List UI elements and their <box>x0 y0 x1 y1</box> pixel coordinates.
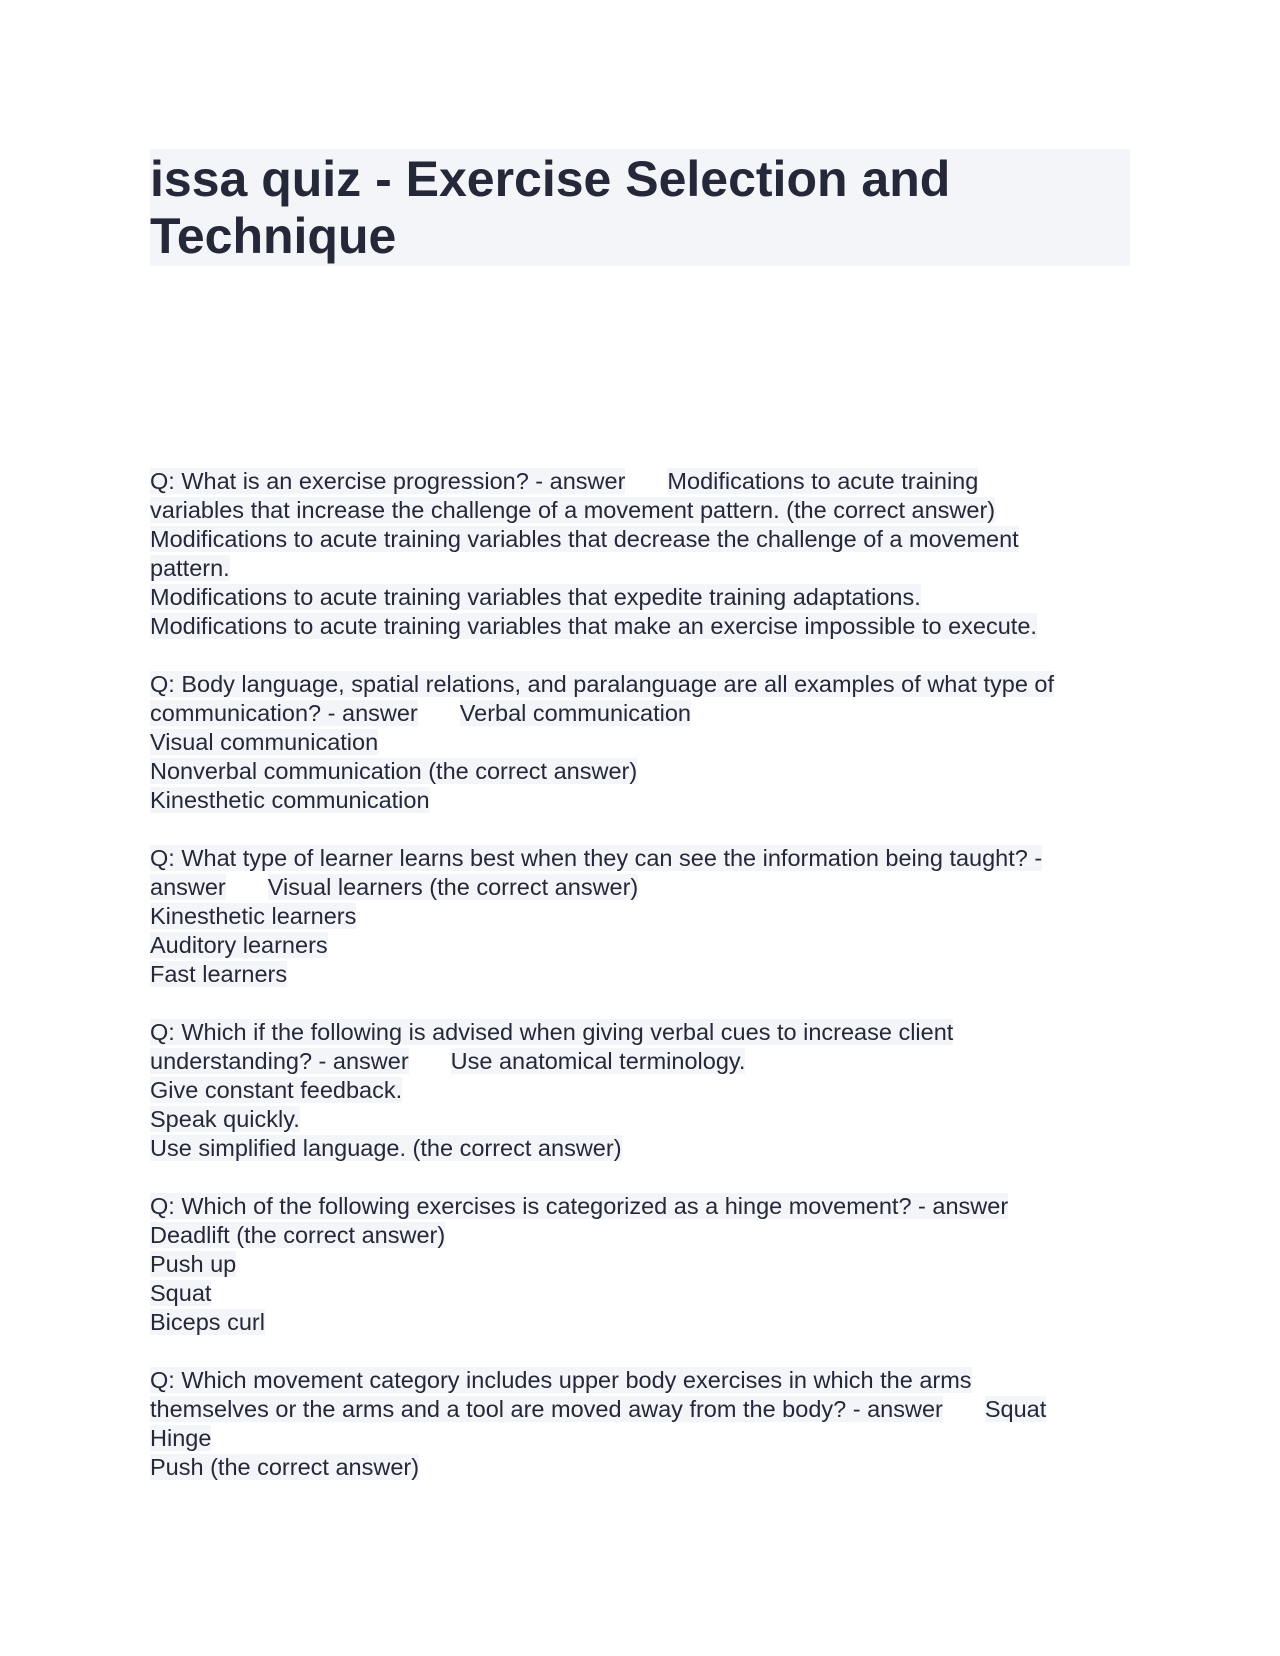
question-text-continued: themselves or the arms and a tool are moved away from the body? - answer <box>150 1396 943 1422</box>
question-block <box>150 1018 1150 1163</box>
answer-line <box>150 1221 1150 1250</box>
answer-option: Speak quickly. <box>150 1106 300 1132</box>
question-text: Q: What type of learner learns best when they can see the information being taught? - <box>150 845 1043 871</box>
title-line-1: issa quiz - Exercise Selection and <box>150 151 951 207</box>
answer-line <box>150 496 1150 525</box>
question-line <box>150 467 1150 496</box>
question-text: Q: Which movement category includes upper body exercises in which the arms <box>150 1367 972 1393</box>
title-block <box>150 149 1130 266</box>
document-title <box>150 151 1130 265</box>
question-text-continued: answer <box>150 874 226 900</box>
answer-line <box>150 960 1150 989</box>
answer-option: Give constant feedback. <box>150 1077 403 1103</box>
answer-line <box>150 525 1150 554</box>
question-line <box>150 873 1150 902</box>
answer-line <box>150 728 1150 757</box>
answer-option: Kinesthetic communication <box>150 787 430 813</box>
answer-line <box>150 612 1150 641</box>
question-text: Q: Which of the following exercises is categorized as a hinge movement? - answer <box>150 1193 1009 1219</box>
answer-option: Deadlift (the correct answer) <box>150 1222 446 1248</box>
answer-line <box>150 902 1150 931</box>
answer-line <box>150 1453 1150 1482</box>
answer-option: Squat <box>984 1396 1047 1422</box>
answer-option-continued: pattern. <box>150 555 230 581</box>
question-line <box>150 844 1150 873</box>
answer-option: Hinge <box>150 1425 212 1451</box>
question-line <box>150 1192 1150 1221</box>
answer-line <box>150 1105 1150 1134</box>
question-block <box>150 844 1150 989</box>
question-line <box>150 670 1150 699</box>
answer-option: Visual communication <box>150 729 379 755</box>
answer-option: Biceps curl <box>150 1309 265 1335</box>
answer-option: Kinesthetic learners <box>150 903 357 929</box>
answer-line <box>150 1134 1150 1163</box>
answer-option: Modifications to acute training variables that decrease the challenge of a movement <box>150 526 1019 552</box>
answer-option: Modifications to acute training variables that expedite training adaptations. <box>150 584 921 610</box>
title-line-2: Technique <box>150 208 397 264</box>
answer-option: Squat <box>150 1280 212 1306</box>
question-block <box>150 1366 1150 1482</box>
answer-option: Use anatomical terminology. <box>450 1048 746 1074</box>
question-block <box>150 1192 1150 1337</box>
answer-option: Verbal communication <box>459 700 691 726</box>
answer-line <box>150 931 1150 960</box>
answer-option: Fast learners <box>150 961 288 987</box>
answer-option: Push (the correct answer) <box>150 1454 420 1480</box>
answer-line <box>150 1250 1150 1279</box>
question-text: Q: Body language, spatial relations, and paralanguage are all examples of what type of <box>150 671 1055 697</box>
answer-line <box>150 1424 1150 1453</box>
question-text-continued: communication? - answer <box>150 700 418 726</box>
answer-option: Modifications to acute training <box>667 468 979 494</box>
answer-option-continued: variables that increase the challenge of a movement pattern. (the correct answer) <box>150 497 996 523</box>
answer-line <box>150 1308 1150 1337</box>
answer-option: Nonverbal communication (the correct answer) <box>150 758 638 784</box>
answer-option: Push up <box>150 1251 237 1277</box>
answer-option: Visual learners (the correct answer) <box>267 874 639 900</box>
answer-line <box>150 1279 1150 1308</box>
answer-line <box>150 583 1150 612</box>
question-line <box>150 1018 1150 1047</box>
answer-line <box>150 786 1150 815</box>
question-text: Q: Which if the following is advised when giving verbal cues to increase client <box>150 1019 954 1045</box>
answer-option: Auditory learners <box>150 932 328 958</box>
answer-option: Use simplified language. (the correct answer) <box>150 1135 622 1161</box>
answer-line <box>150 1076 1150 1105</box>
question-line <box>150 1395 1150 1424</box>
quiz-content <box>150 467 1150 1511</box>
question-line <box>150 1366 1150 1395</box>
question-text: Q: What is an exercise progression? - answer <box>150 468 626 494</box>
question-block <box>150 467 1150 641</box>
answer-option: Modifications to acute training variables that make an exercise impossible to execute. <box>150 613 1037 639</box>
question-line <box>150 1047 1150 1076</box>
question-line <box>150 699 1150 728</box>
answer-line <box>150 757 1150 786</box>
question-text-continued: understanding? - answer <box>150 1048 409 1074</box>
answer-line <box>150 554 1150 583</box>
question-block <box>150 670 1150 815</box>
